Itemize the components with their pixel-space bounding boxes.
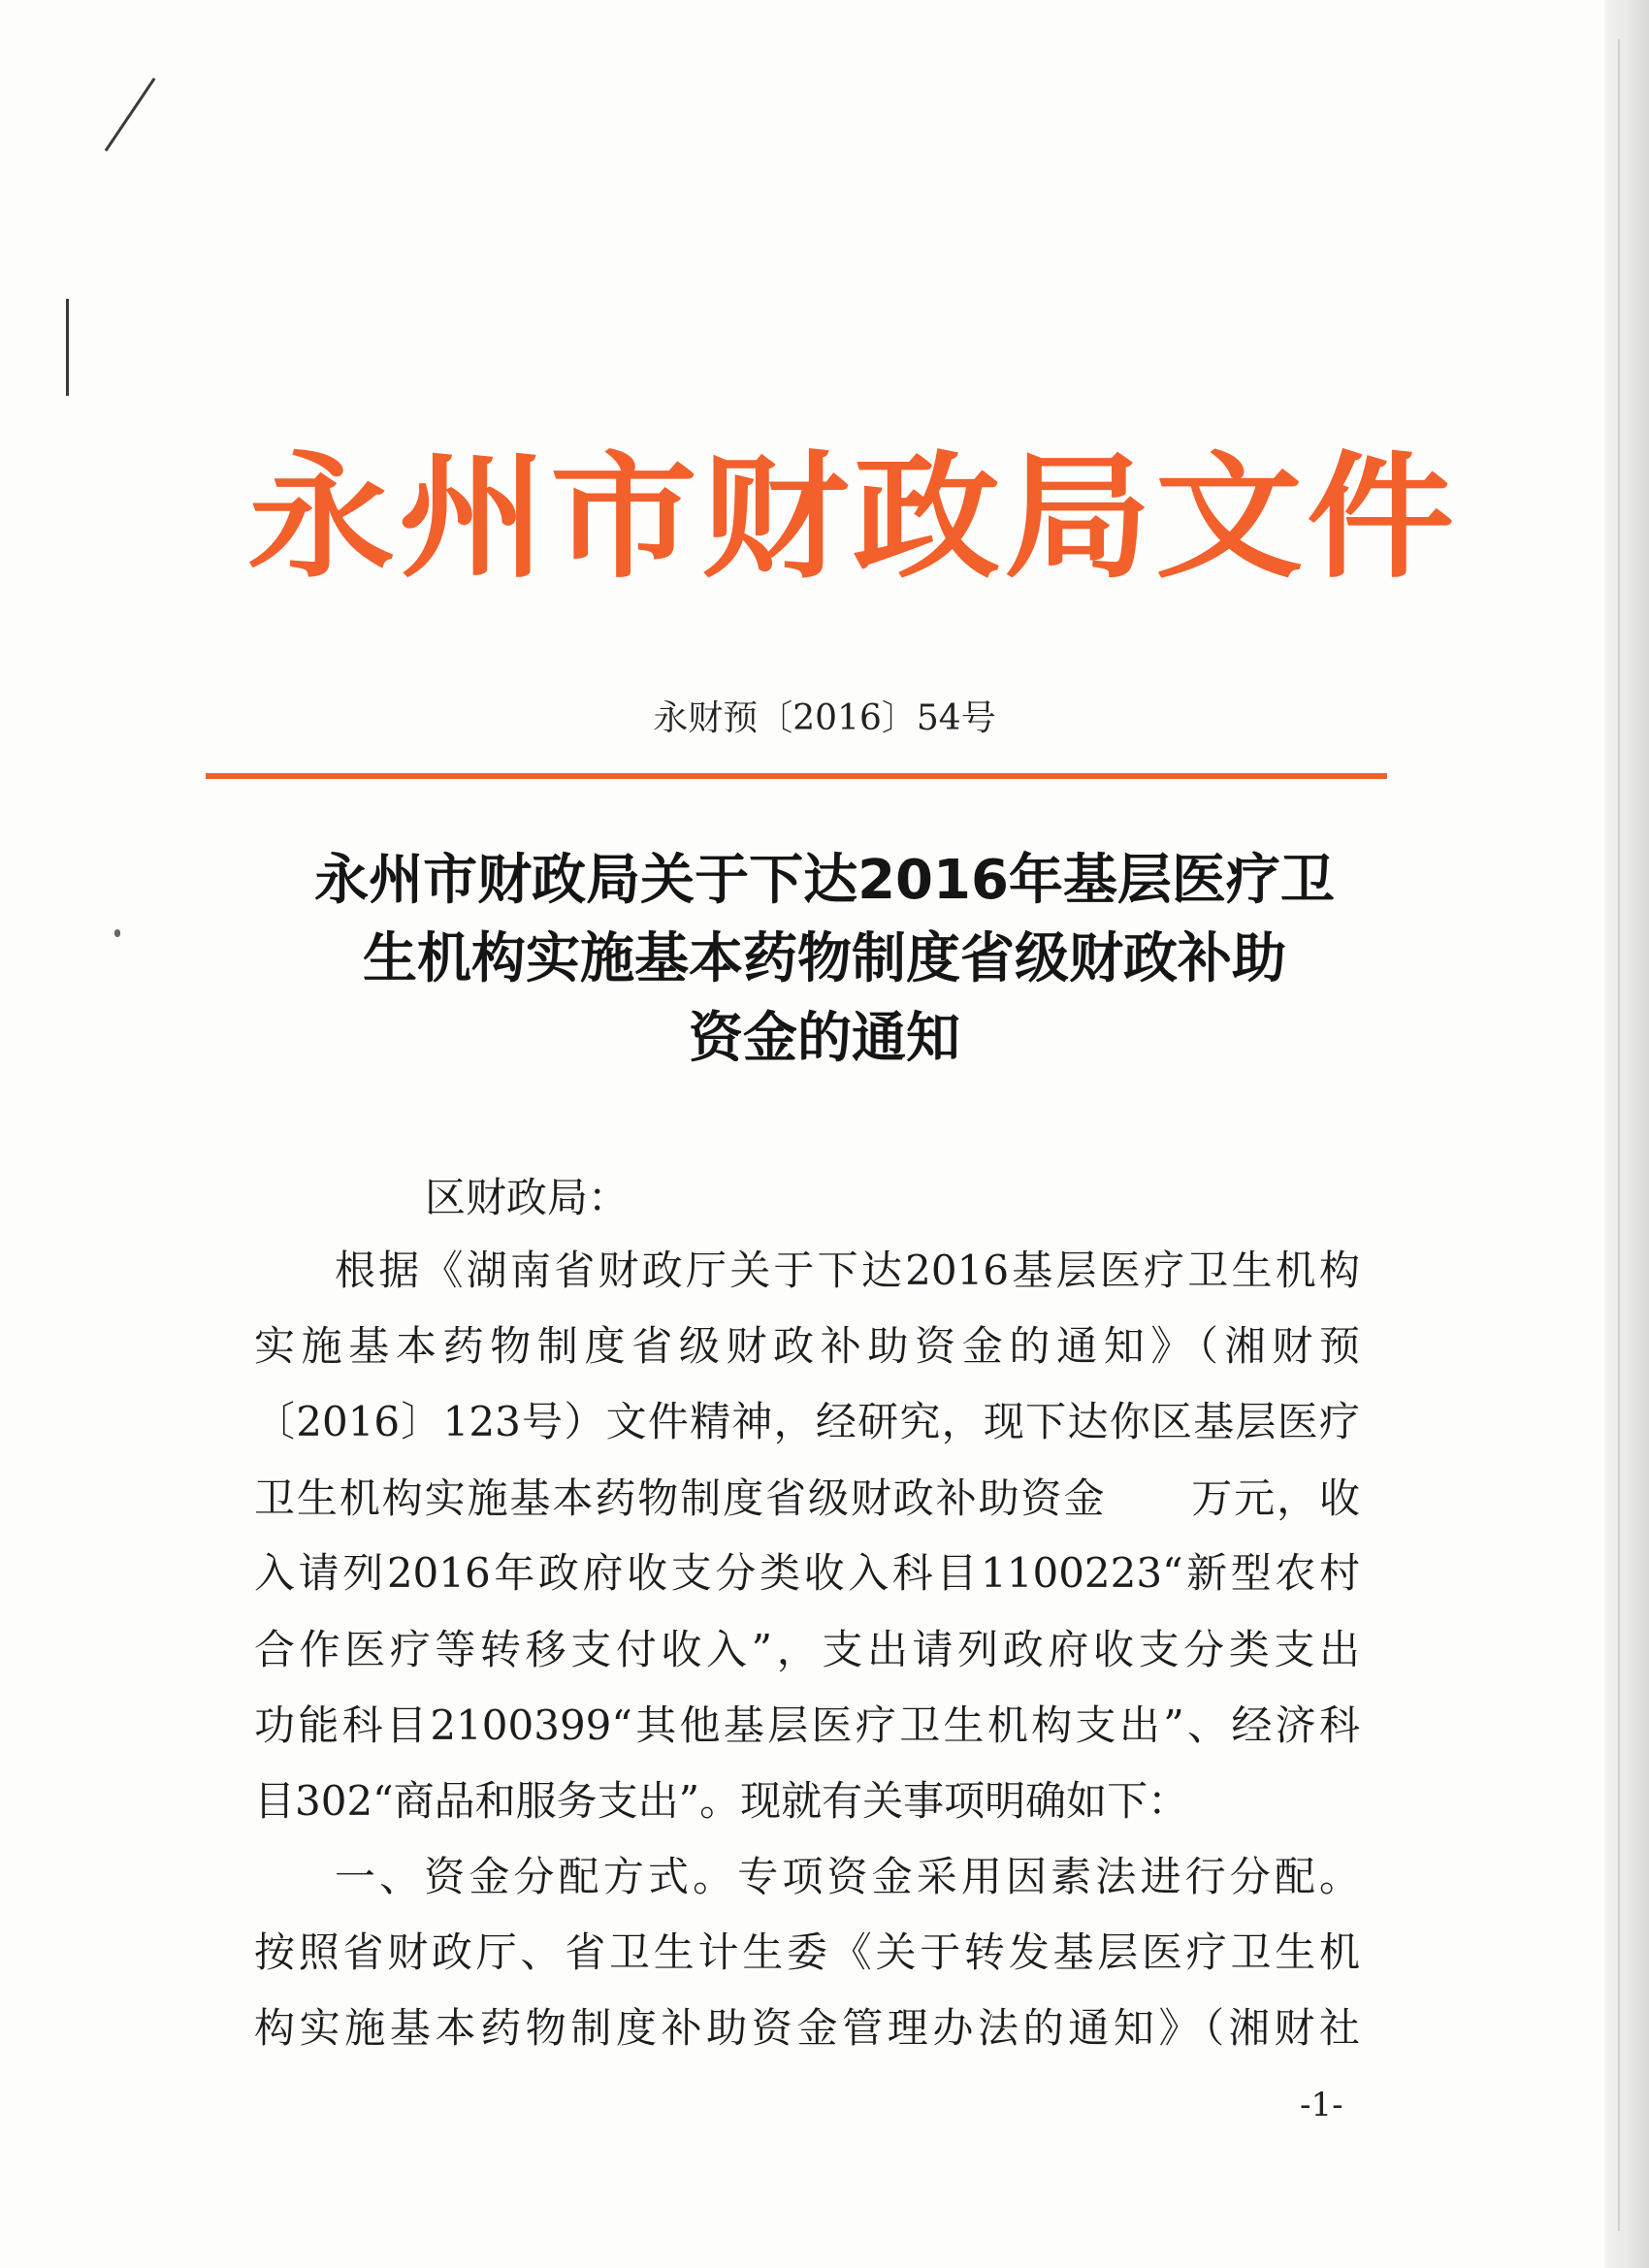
scan-edge-line xyxy=(1618,39,1620,2231)
body-line: 入请列2016年政府收支分类收入科目1100223“新型农村 xyxy=(254,1549,1360,1597)
body-line: 〔2016〕123号）文件精神，经研究，现下达你区基层医疗 xyxy=(254,1398,1360,1445)
body-line: 实施基本药物制度省级财政补助资金的通知》（湘财预 xyxy=(254,1322,1360,1370)
page-number: -1- xyxy=(1300,2086,1343,2124)
red-divider-rule xyxy=(206,773,1387,779)
body-line: 构实施基本药物制度补助资金管理办法的通知》（湘财社 xyxy=(254,2004,1360,2052)
red-header-title: 永州市财政局文件 xyxy=(247,437,1458,597)
body-line: 一、资金分配方式。专项资金采用因素法进行分配。 xyxy=(335,1853,1360,1900)
body-line: 合作医疗等转移支付收入”，支出请列政府收支分类支出 xyxy=(254,1626,1360,1673)
document-number: 永财预〔2016〕54号 xyxy=(653,698,996,738)
body-line: 卫生机构实施基本药物制度省级财政补助资金 万元，收 xyxy=(254,1474,1360,1522)
notice-title-line-2: 生机构实施基本药物制度省级财政补助 xyxy=(363,927,1286,990)
pen-mark-bar xyxy=(66,299,69,396)
body-line: 按照省财政厅、省卫生计生委《关于转发基层医疗卫生机 xyxy=(254,1928,1360,1976)
addressee: 区财政局： xyxy=(425,1174,630,1221)
body-line: 目302“商品和服务支出”。现就有关事项明确如下： xyxy=(254,1777,1189,1825)
pen-mark-slash xyxy=(105,78,156,151)
body-line: 根据《湖南省财政厅关于下达2016基层医疗卫生机构 xyxy=(335,1247,1360,1294)
scan-speck xyxy=(114,929,120,937)
notice-title-line-3: 资金的通知 xyxy=(689,1007,960,1070)
notice-title-line-1: 永州市财政局关于下达2016年基层医疗卫 xyxy=(314,849,1335,912)
body-line: 功能科目2100399“其他基层医疗卫生机构支出”、经济科 xyxy=(254,1701,1360,1749)
scan-edge-shadow xyxy=(1604,0,1649,2268)
